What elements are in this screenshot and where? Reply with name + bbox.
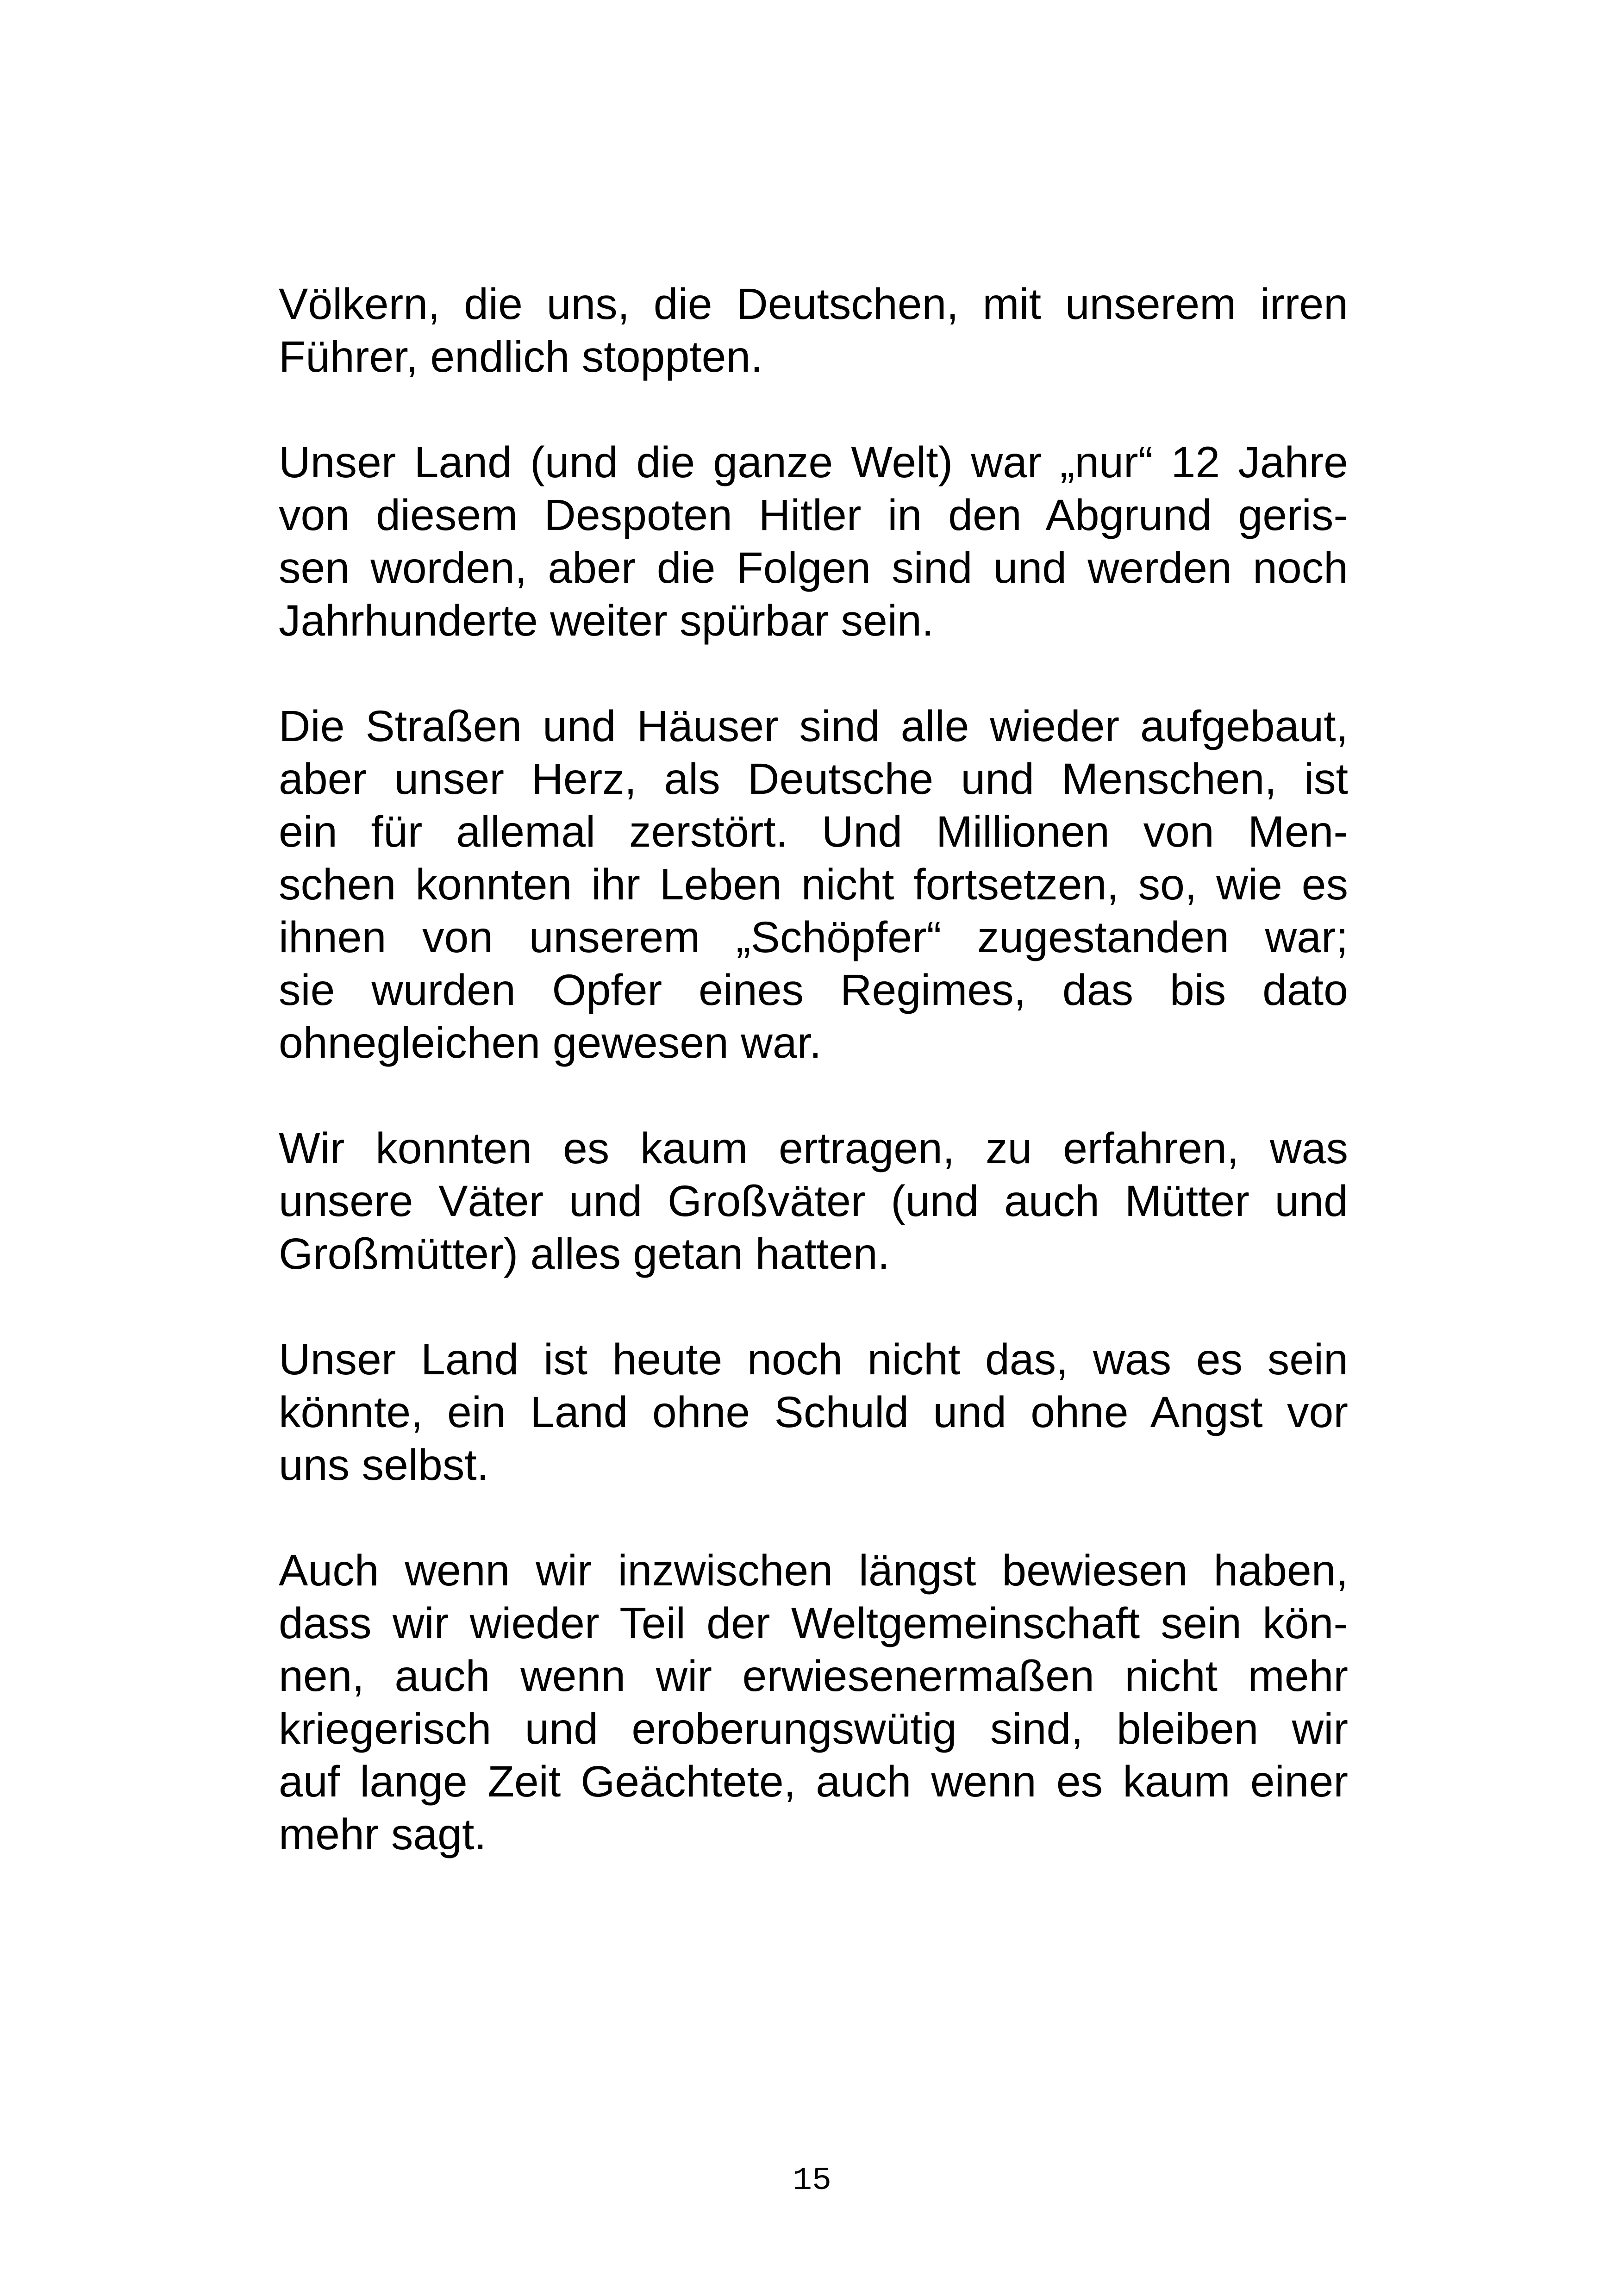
text-line: mehr sagt. bbox=[279, 1810, 487, 1859]
text-line: könnte, ein Land ohne Schuld und ohne Angst vor bbox=[279, 1388, 1348, 1437]
text-line: Völkern, die uns, die Deutschen, mit unserem irren bbox=[279, 280, 1348, 329]
paragraph bbox=[279, 436, 1348, 647]
text-line: aber unser Herz, als Deutsche und Menschen, ist bbox=[279, 755, 1348, 804]
text-line: von diesem Despoten Hitler in den Abgrund geris- bbox=[279, 491, 1348, 540]
text-line: Auch wenn wir inzwischen längst bewiesen haben, bbox=[279, 1546, 1348, 1595]
text-line: nen, auch wenn wir erwiesenermaßen nicht mehr bbox=[279, 1652, 1348, 1701]
text-line: Jahrhunderte weiter spürbar sein. bbox=[279, 596, 934, 645]
text-line: unsere Väter und Großväter (und auch Mütter und bbox=[279, 1177, 1348, 1226]
text-line: ohnegleichen gewesen war. bbox=[279, 1018, 822, 1067]
text-line: ein für allemal zerstört. Und Millionen von Men- bbox=[279, 807, 1348, 856]
paragraph bbox=[279, 1544, 1348, 1861]
text-line: dass wir wieder Teil der Weltgemeinschaft sein kön- bbox=[279, 1599, 1348, 1648]
text-line: Die Straßen und Häuser sind alle wieder aufgebaut, bbox=[279, 702, 1348, 751]
paragraph bbox=[279, 1122, 1348, 1280]
text-line: sie wurden Opfer eines Regimes, das bis dato bbox=[279, 966, 1348, 1015]
text-line: Unser Land (und die ganze Welt) war „nur“ 12 Jahre bbox=[279, 438, 1348, 487]
text-line: auf lange Zeit Geächtete, auch wenn es kaum einer bbox=[279, 1757, 1348, 1806]
text-line: sen worden, aber die Folgen sind und werden noch bbox=[279, 543, 1348, 592]
page-number: 15 bbox=[792, 2163, 831, 2199]
paragraph bbox=[279, 700, 1348, 1069]
text-line: ihnen von unserem „Schöpfer“ zugestanden war; bbox=[279, 913, 1348, 962]
text-line: Großmütter) alles getan hatten. bbox=[279, 1229, 890, 1278]
text-line: Führer, endlich stoppten. bbox=[279, 332, 763, 381]
body-text bbox=[279, 278, 1348, 1914]
paragraph bbox=[279, 278, 1348, 383]
paragraph bbox=[279, 1333, 1348, 1491]
text-line: Wir konnten es kaum ertragen, zu erfahren, was bbox=[279, 1124, 1348, 1173]
text-line: kriegerisch und eroberungswütig sind, bleiben wir bbox=[279, 1704, 1348, 1753]
text-line: schen konnten ihr Leben nicht fortsetzen, so, wie es bbox=[279, 860, 1348, 909]
text-line: uns selbst. bbox=[279, 1441, 489, 1490]
text-line: Unser Land ist heute noch nicht das, was es sein bbox=[279, 1335, 1348, 1384]
